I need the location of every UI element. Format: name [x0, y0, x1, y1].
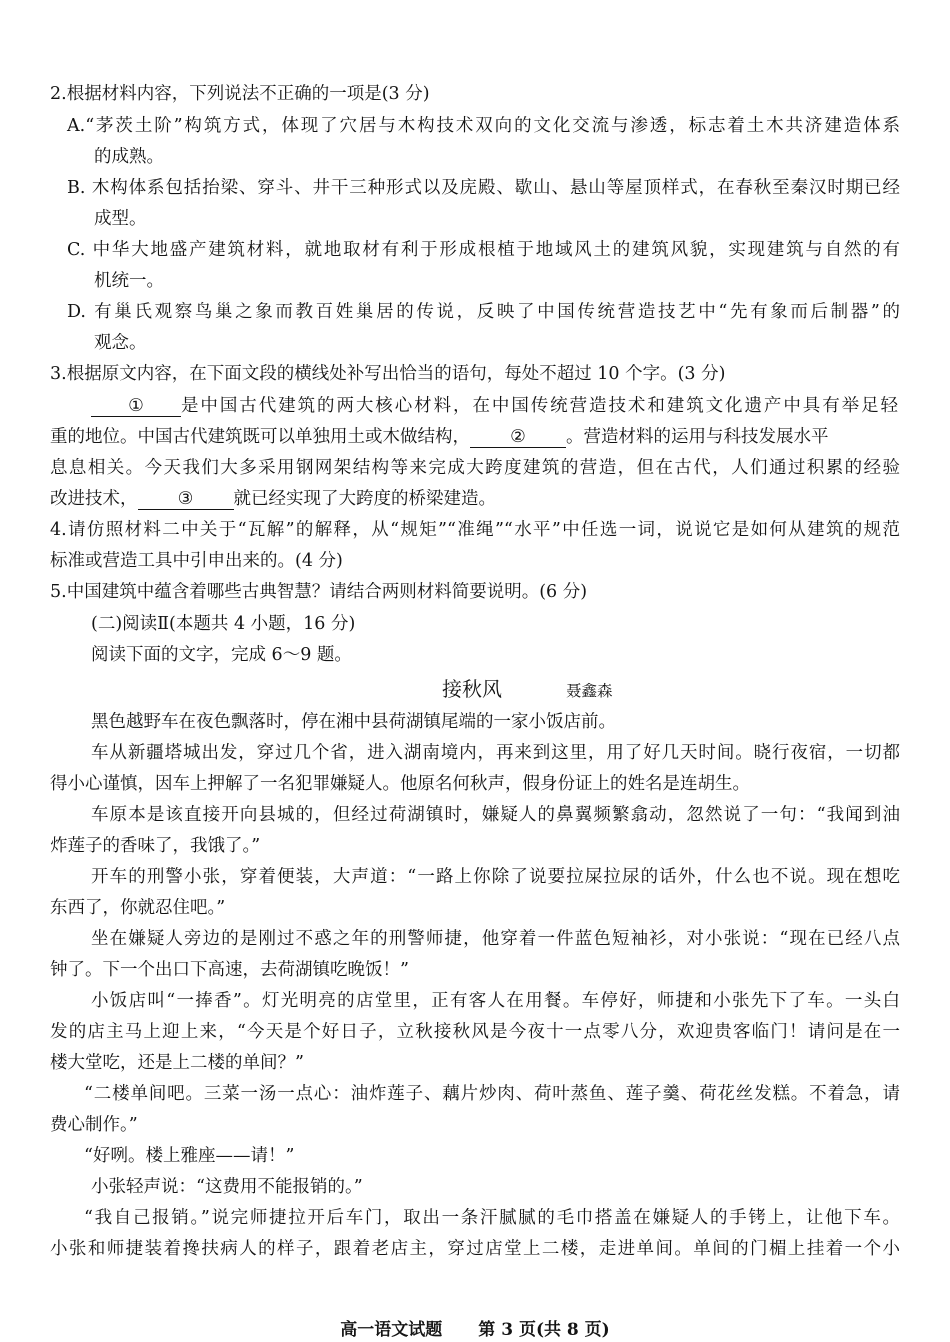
q2-option-c-cont: 机统一。 [94, 271, 164, 291]
q2-option-d-cont: 观念。 [94, 333, 147, 353]
story-p6-l3: 楼大堂吃，还是上二楼的单间？” [50, 1053, 304, 1073]
q2-option-d: D. 有巢氏观察鸟巢之象而教百姓巢居的传说，反映了中国传统营造技艺中“先有象而后制器”的 [67, 302, 900, 322]
story-p4-l2: 东西了，你就忍住吧。” [50, 898, 226, 918]
q3-blank-1[interactable]: ① [91, 396, 181, 417]
page-footer [0, 1318, 950, 1342]
q2-option-b-cont: 成型。 [94, 209, 147, 229]
q2-option-c: C. 中华大地盛产建筑材料，就地取材有利于形成根植于地域风土的建筑风貌，实现建筑与自然的有 [67, 240, 900, 260]
story-p9: 小张轻声说：“这费用不能报销的。” [91, 1177, 363, 1197]
q3-line-1 [91, 394, 900, 418]
q3-blank-3[interactable]: ③ [138, 489, 234, 510]
section-heading: (二)阅读Ⅱ(本题共 4 小题，16 分) [91, 614, 356, 634]
story-p7-l2: 费心制作。” [50, 1115, 138, 1135]
story-p10-l2: 小张和师捷装着搀扶病人的样子，跟着老店主，穿过店堂上二楼，走进单间。单间的门楣上挂着一个小 [50, 1239, 900, 1259]
q3-text-2b: 。营造材料的运用与科技发展水平 [566, 427, 829, 447]
story-title: 接秋风 [442, 677, 502, 701]
q5-stem: 5.中国建筑中蕴含着哪些古典智慧？请结合两则材料简要说明。(6 分) [50, 582, 588, 602]
q3-line-2 [50, 425, 900, 449]
footer-page-number: 第 3 页(共 8 页) [478, 1320, 610, 1340]
q4-stem: 4.请仿照材料二中关于“瓦解”的解释，从“规矩”“准绳”“水平”中任选一词，说说它是如何从建筑的规范 [50, 520, 900, 540]
q3-text-2a: 重的地位。中国古代建筑既可以单独用土或木做结构， [50, 427, 470, 447]
q3-stem: 3.根据原文内容，在下面文段的横线处补写出恰当的语句，每处不超过 10 个字。(3 分) [50, 364, 726, 384]
q3-line-3: 息息相关。今天我们大多采用钢网架结构等来完成大跨度建筑的营造，但在古代，人们通过积累的经验 [50, 458, 900, 478]
q2-option-b: B. 木构体系包括抬梁、穿斗、井干三种形式以及庑殿、歇山、悬山等屋顶样式，在春秋至秦汉时期已经 [67, 178, 900, 198]
q2-option-a: A.“茅茨土阶”构筑方式，体现了穴居与木构技术双向的文化交流与渗透，标志着土木共济建造体系 [67, 116, 900, 136]
story-p2-l1: 车从新疆塔城出发，穿过几个省，进入湖南境内，再来到这里，用了好几天时间。晓行夜宿，一切都 [91, 743, 900, 763]
q3-text-4b: 就已经实现了大跨度的桥梁建造。 [233, 489, 496, 509]
story-p5-l1: 坐在嫌疑人旁边的是刚过不惑之年的刑警师捷，他穿着一件蓝色短袖衫，对小张说：“现在已经八点 [91, 929, 900, 949]
section-instruction: 阅读下面的文字，完成 6～9 题。 [91, 645, 352, 665]
q2-option-a-cont: 的成熟。 [94, 147, 164, 167]
q4-stem-cont: 标准或营造工具中引申出来的。(4 分) [50, 551, 343, 571]
q3-blank-2[interactable]: ② [470, 427, 566, 448]
q3-line-4 [50, 487, 496, 511]
q3-text-4a: 改进技术， [50, 489, 138, 509]
story-p10-l1: “我自己报销。”说完师捷拉开后车门，取出一条汗腻腻的毛巾搭盖在嫌疑人的手铐上，让他下车。 [84, 1208, 900, 1228]
story-p6-l1: 小饭店叫“一捧香”。灯光明亮的店堂里，正有客人在用餐。车停好，师捷和小张先下了车。一头白 [91, 991, 900, 1011]
q3-text-1: 是中国古代建筑的两大核心材料，在中国传统营造技术和建筑文化遗产中具有举足轻 [181, 396, 898, 416]
story-p2-l2: 得小心谨慎，因车上押解了一名犯罪嫌疑人。他原名何秋声，假身份证上的姓名是连胡生。 [50, 774, 750, 794]
story-p3-l2: 炸莲子的香味了，我饿了。” [50, 836, 261, 856]
story-p1: 黑色越野车在夜色飘落时，停在湘中县荷湖镇尾端的一家小饭店前。 [91, 712, 616, 732]
story-p5-l2: 钟了。下一个出口下高速，去荷湖镇吃晚饭！” [50, 960, 409, 980]
story-p7-l1: “二楼单间吧。三菜一汤一点心：油炸莲子、藕片炒肉、荷叶蒸鱼、莲子羹、荷花丝发糕。不着急，请 [84, 1084, 900, 1104]
story-p3-l1: 车原本是该直接开向县城的，但经过荷湖镇时，嫌疑人的鼻翼频繁翕动，忽然说了一句：“我闻到油 [91, 805, 900, 825]
footer-exam-name: 高一语文试题 [340, 1320, 443, 1340]
q2-stem: 2.根据材料内容，下列说法不正确的一项是(3 分) [50, 84, 430, 104]
story-author: 聂鑫森 [566, 682, 613, 700]
story-p8: “好咧。楼上雅座——请！” [84, 1146, 295, 1166]
story-p6-l2: 发的店主马上迎上来，“今天是个好日子，立秋接秋风是今夜十一点零八分，欢迎贵客临门！请问是在一 [50, 1022, 900, 1042]
story-p4-l1: 开车的刑警小张，穿着便装，大声道：“一路上你除了说要拉屎拉尿的话外，什么也不说。现在想吃 [91, 867, 900, 887]
